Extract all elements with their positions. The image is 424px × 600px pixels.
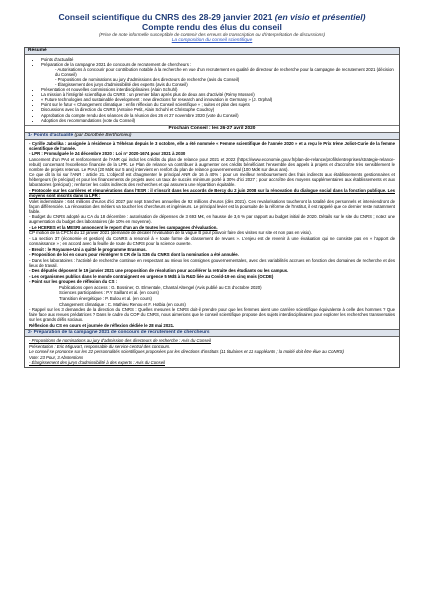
summary-item: • Adoption des recommandations (vote du Conseil) <box>41 118 395 123</box>
group-line: Publications open access : G. Bossiner, O. Elmentale, Chantal Altengel (Avis publié au CS d'octobre 2020) <box>59 284 262 290</box>
summary-subitem: - Élargissement des jurys d'admissibilité des experts (avis du Conseil) <box>55 82 395 87</box>
paragraph: - Budget du CNRS adopté au CA du 18 décembre : autorisation de dépenses de 3 693 M€, en hausse de 3,6 % par rapport au budget initial de 2020. Détails sur le site du CNRS ; notez une augmentation du budget des laboratoires (de 10% en moyenne). <box>29 214 395 225</box>
section1-heading: 1- Points d'actualité (par Dorothée Berthomieu) <box>25 132 399 140</box>
summary-item: • Présentation et nouvelles commissions interdisciplinaires (Alain Schuhl) <box>41 87 395 92</box>
paragraph: - Brexit : le Royaume-Uni a quitté le programme Erasmus. <box>29 246 147 252</box>
paragraph: Présentation : Eric Miguvart, responsable du service central des concours. <box>29 343 171 349</box>
summary-heading: Résumé <box>25 48 399 55</box>
section1-content <box>25 140 399 330</box>
summary-item: • Point sur le futur « Changement climatique : enfin réflexion du Conseil scientifique » ; suites et plan des sujets <box>41 102 395 107</box>
paragraph: - Dans les laboratoires : l'activité de recherche continue en respectant au mieux les consignes gouvernementales, avec des variabilités accrues en fonction des domaines de recherche et des lieux de travail. <box>29 257 395 268</box>
summary-item: • « Future technologies and sustainable development : new directions for research and innovation in Germany » (J. Orphal) <box>41 97 395 102</box>
section2-content <box>25 337 399 367</box>
summary-item: • Approbation du compte rendu des séances de la réunion des 26 et 27 novembre 2020 (vote du Conseil) <box>41 113 395 118</box>
summary-sublist <box>41 67 395 87</box>
paragraph: - Protocole sur les carrières et rémunérations dans l'ESR : il s'inscrit dans les accords de Bercy du 2 juin 2008 sur la rénovation du dialogue social dans la fonction publique. Les moyens sont inscrits dans la LPR : <box>29 188 395 199</box>
summary-item: • La mission à l'intégrité scientifique du CNRS : un premier bilan après plus de deux ans d'activité (Rémy Mosseri) <box>41 92 395 97</box>
group-line: Changement climatique : C. Mathieu Renou et F. Hotbia (en cours) <box>59 301 186 307</box>
paragraph: - LPR : Promulguée le 24 décembre 2020 : Loi n° 2020-1674 pour 2021 à 2030 <box>29 151 186 157</box>
paragraph: - Les organismes publics dans le monde contraignent en urgence 5 Md$ à la R&D liée au Covid-19 en cinq mois (OCDE) <box>29 273 274 279</box>
paragraph: - Cyrille Jabolika : assignée à résidence à Téhéran depuis le 3 octobre, elle a été nommée « Femme scientifique de l'année 2020 » et a reçu le Prix Irène Joliot-Curie de la femme scientifique de l'année. <box>29 140 395 151</box>
summary-subitem: - Autorisations à concourir pour contribution notable à la recherche en vue d'un recrutement en qualité de directeur de recherche pour la campagne de recrutement 2021 (décision du Conseil) <box>55 67 395 77</box>
section2-heading: 2- Préparation de la campagne 2021 de concours de recrutement de chercheurs <box>25 329 399 337</box>
paragraph: CP motion de la CPCN du 12 janvier 2021 (demande de décaler l'évaluation de la vague B pour pouvoir faire des visites sur site et non pas en visio). <box>29 230 312 236</box>
summary-body <box>25 55 399 125</box>
paragraph: - Des députés déposent le 19 janvier 2021 une proposition de résolution pour accélérer la retraite des étudiants ou les campus. <box>29 268 289 274</box>
group-line: Sciences participatives : P.Y Saillant et al. (en cours) <box>59 290 159 296</box>
paragraph: - Élargissement des jurys d'admissibilité à des experts : Avis du Conseil <box>29 360 165 366</box>
paragraph: Volet indemnitaire : 644 millions d'euros d'ici 2027 par sept tranches annuelles de 92 millions d'euros (dès 2021). Ces revalorisations toucheront la totalité des personnels et interviendront de façon différenciée. La rénovation des métiers va toucher les chercheurs et ingénieurs. Le principal levier est la poursuite de la réforme de l'Institut, il est rappelé que ce dernier reste notamment faible. <box>29 198 395 214</box>
paragraph: Lancement d'un PA4 et renforcement de l'ANR qui inclut les crédits du plan de relance pour 2021 et 2022 (https://www.economie.gouv.fr/plan-de-relance/profils/entreprises/strategie-relance-rebuit) concernant l'excellence financée de la LPR. Le Plan de relance va contribuer à augmenter ces crédits bénéficiant l'ensemble des appels à projets et d'accroître très sensiblement le nombre de projets retenus. Le PIA4 (20 Md€ sur 5 ans) intervient en renfort du plan de relance gouvernemental (100 Md€ sur deux ans). <box>29 156 395 172</box>
disclaimer: (Prise de note informelle susceptible de contenir des erreurs de transcription ou d'interprétation de discussions) <box>98 32 326 37</box>
paragraph: - La section 37 (économie et gestion) du CoNRS a renoncé à « toute forme de classement de revues ». L'enjeu est de revenir à une évaluation qui ne consiste pas en « l'apport de connaissance » ; en accord avec la feuille de route du CNRS pour la science ouverte. <box>29 235 395 246</box>
paragraph: - Rappel sur les 3 demandes de la direction du CNRS : Quelles mesures le CNRS doit-il prendre pour que les femmes aient une carrière scientifique équivalente à celle des hommes ? Que faire face aux revues prédatrices ? Dans le cadre du COP du CNRS, nous aimerions que le conseil scientifique propose des sujets interdisciplinaires pour explorer les recherches transversales sur les grands défis sociaux. <box>29 307 395 323</box>
document-subtitle: Compte rendu des élus du conseil <box>142 22 282 32</box>
paragraph: - Le HCERES et la MESRI annoncent le report d'un an de toutes les campagnes d'évaluation. <box>29 224 218 230</box>
paragraph: - Point sur les groupes de réflexion du CS : <box>29 279 118 285</box>
paragraph: Réflexion du CS en cours et journée de réflexion dédiée le 28 mai 2021. <box>29 322 175 328</box>
paragraph: Vote: 23 Pour, 3 Abstentions <box>29 354 84 360</box>
paragraph: Ce que dit la loi sur l'ANR : article 21. L'objectif est d'augmenter le principal ANR de 16 à 40% : pour un meilleur remboursement des frais indirects aux établissements gestionnaires et hébergeurs (le préciput) et pour les financements de projets avec un taux de succès minimum porté à 30% d'ici 2027 ; pour accroître des moyens supplémentaires aux établissements et aux laboratoires (préciput) ; renforcer les coûts indirects des recherches et qui assurera une répartition équitable. <box>29 172 395 188</box>
group-line: Transition énergétique : P. Bulou et al. (en cours) <box>59 295 152 301</box>
title-note: (en visio et présentiel) <box>274 12 366 22</box>
summary-list <box>29 57 395 123</box>
summary-box <box>24 47 400 368</box>
next-council: Prochain Conseil : les 26-27 avril 2020 <box>25 125 399 132</box>
paragraph: - Propositions de nominations au jury d'admission des directeurs de recherche : Avis du Conseil <box>29 338 211 344</box>
composition-link[interactable]: La composition du conseil scientifique <box>171 38 253 43</box>
document-title <box>24 12 400 22</box>
summary-item: • Discussions avec la direction du CNRS (Antoine Petit, Alain Schuhl et Christophe Coudroy) <box>41 107 395 112</box>
summary-item: • Préparation de la campagne 2021 de concours de recrutement de chercheurs : - Autorisations à concourir pour contribution notable à la recherche en vue d'un recrutement en qualité de directeur de recherche pour la campagne de recrutement 2021 (décision du Conseil) - Propositions de nominations au jury d'admissions des directeurs de recherche (avis du Conseil) - Élargissement des jurys d'admissibilité des experts (avis du Conseil) <box>41 62 395 87</box>
summary-subitem: - Propositions de nominations au jury d'admissions des directeurs de recherche (avis du Conseil) <box>55 77 395 82</box>
title-text: Conseil scientifique du CNRS des 28-29 janvier 2021 <box>58 12 273 22</box>
paragraph: - Proposition de loi en cours pour réintégrer 5 CR de la S36 du CNRS dont la nomination a été annulée. <box>29 252 239 258</box>
paragraph: Le conseil se prononce sur les 22 personnalités scientifiques proposées par les directions d'instituts (11 titulaires et 11 suppléants ; la moitié doit être élue au CoNRS) <box>29 349 344 355</box>
summary-item: • Points d'actualité <box>41 57 395 62</box>
